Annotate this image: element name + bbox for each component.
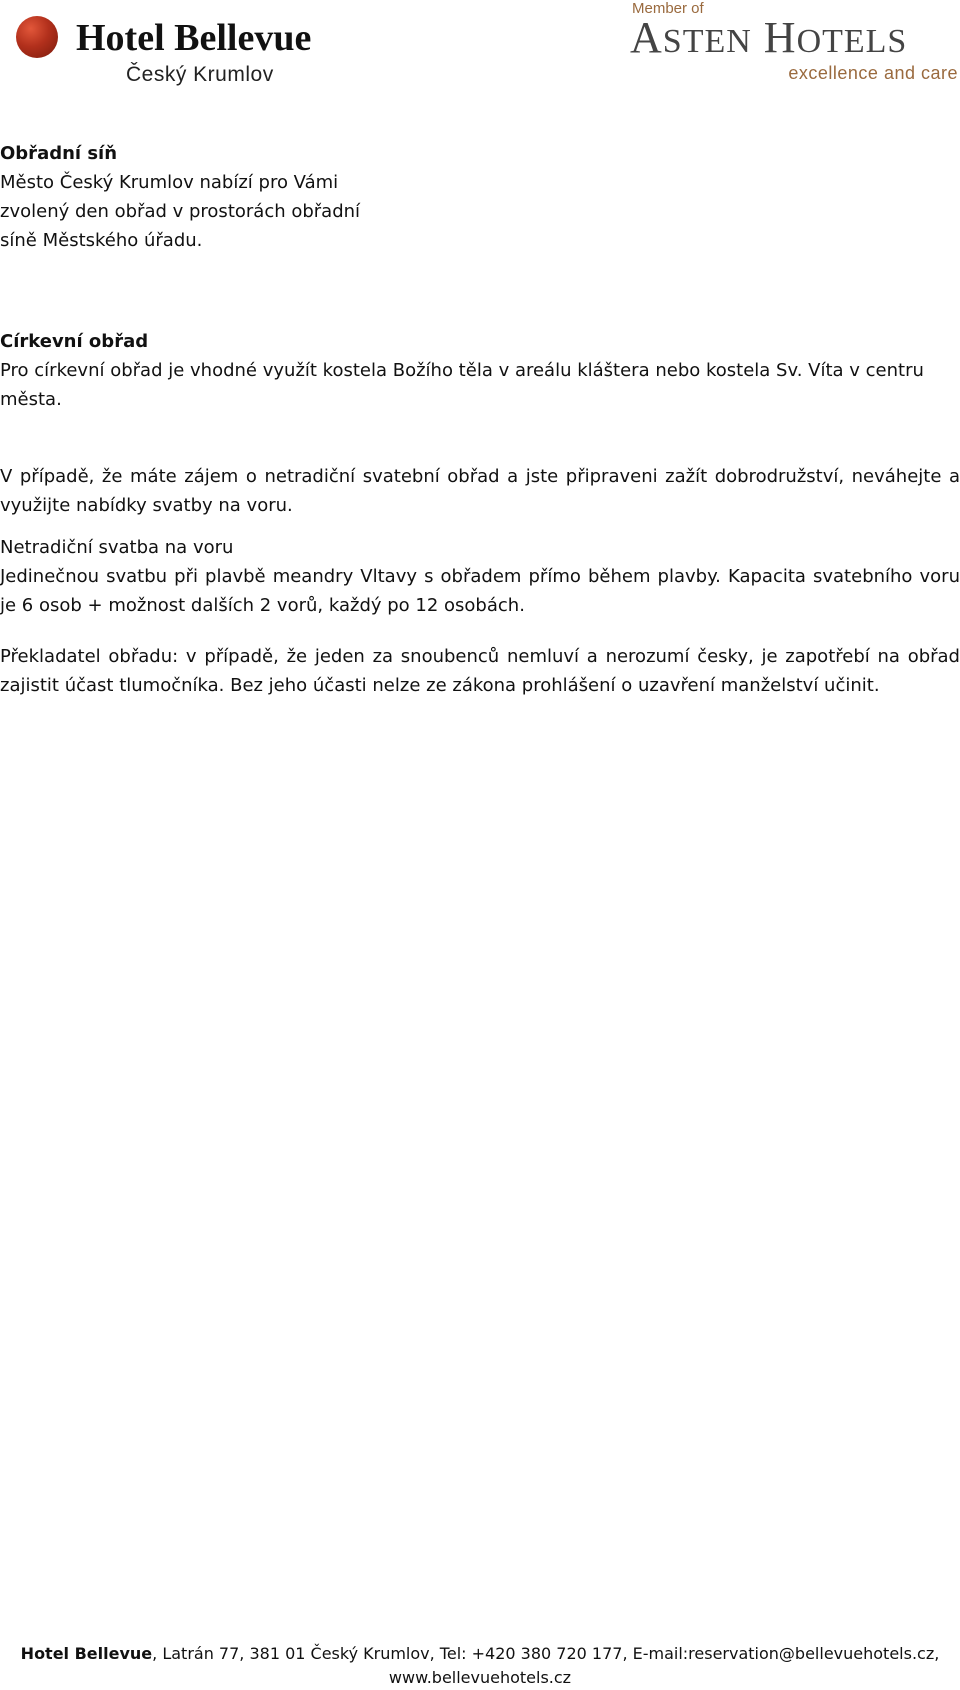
footer-website[interactable]: www.bellevuehotels.cz: [388, 1668, 572, 1687]
ceremony-hall-title: Obřadní síň: [0, 143, 118, 164]
brand-word-sten: STEN: [662, 23, 752, 60]
asten-hotels-wordmark: [630, 14, 907, 66]
page-header: [0, 0, 960, 100]
footer-address-details: , Latrán 77, 381 01 Český Krumlov, Tel: +420 380 720 177, E-mail:reservation@bellevuehotels.cz,: [152, 1644, 940, 1663]
member-of-label: Member of: [632, 0, 704, 17]
red-sphere-icon: [16, 16, 58, 58]
page-footer: [0, 1642, 960, 1690]
document-body: [0, 139, 960, 700]
church-ceremony-text: Pro církevní obřad je vhodné využít kostela Božího těla v areálu kláštera nebo kostela Sv. Víta v centru města.: [0, 360, 924, 410]
brand-letter-a: A: [630, 13, 663, 62]
brand-word-otels: OTELS: [796, 23, 908, 60]
hotel-name: Hotel Bellevue: [76, 17, 312, 59]
brand-tagline: excellence and care: [788, 63, 958, 83]
footer-hotel-name: Hotel Bellevue: [20, 1644, 153, 1663]
ceremony-hall-text: Město Český Krumlov nabízí pro Vámi zvolený den obřad v prostorách obřadní síně Městského úřadu.: [0, 172, 361, 251]
translator-text: Překladatel obřadu: v případě, že jeden za snoubenců nemluví a nerozumí česky, je zapotřebí na obřad zajistit účast tlumočníka. Bez jeho účasti nelze ze zákona prohlášení o uzavření manželství učinit.: [0, 646, 960, 696]
brand-letter-h: H: [763, 13, 797, 62]
hotel-city: Český Krumlov: [126, 63, 274, 86]
raft-wedding-text: Jedinečnou svatbu při plavbě meandry Vltavy s obřadem přímo během plavby. Kapacita svatebního voru je 6 osob + možnost dalších 2 vorů, každý po 12 osobách.: [0, 566, 960, 616]
raft-wedding-title: Netradiční svatba na voru: [0, 537, 234, 558]
footer-contact-line: [0, 1642, 960, 1666]
hotel-bellevue-logo: [16, 14, 346, 90]
church-ceremony-title: Církevní obřad: [0, 331, 149, 352]
asten-hotels-logo: [630, 0, 960, 90]
adventure-intro-text: V případě, že máte zájem o netradiční svatební obřad a jste připraveni zažít dobrodružství, neváhejte a využijte nabídky svatby na voru.: [0, 466, 960, 516]
